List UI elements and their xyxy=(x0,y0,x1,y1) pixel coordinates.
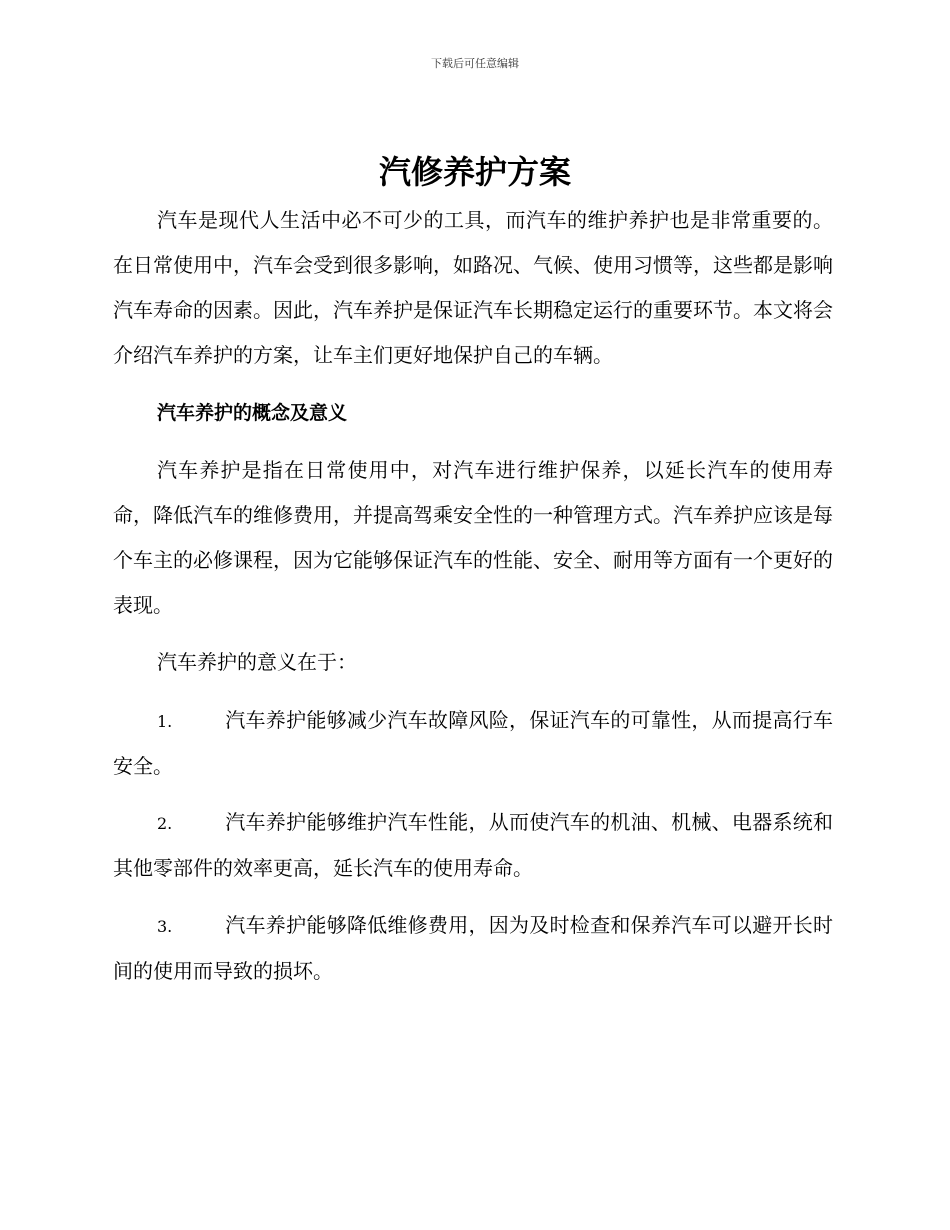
header-note: 下载后可任意编辑 xyxy=(431,57,519,70)
list-item-number: 3. xyxy=(157,917,173,936)
definition-block xyxy=(113,448,833,628)
list-item-number: 2. xyxy=(157,814,173,833)
section-heading: 汽车养护的概念及意义 xyxy=(157,402,348,424)
page-title: 汽修养护方案 xyxy=(378,153,571,191)
list-item xyxy=(113,698,833,789)
definition-paragraph: 汽车养护是指在日常使用中，对汽车进行维护保养，以延长汽车的使用寿命，降低汽车的维修费用，并提高驾乘安全性的一种管理方式。汽车养护应该是每个车主的必修课程，因为它能够保证汽车的性能、安全、耐用等方面有一个更好的表现。 xyxy=(113,458,833,617)
section-heading-block xyxy=(113,391,833,436)
list-item-text: 汽车养护能够降低维修费用，因为及时检查和保养汽车可以避开长时间的使用而导致的损坏。 xyxy=(113,913,833,983)
list-item-text: 汽车养护能够维护汽车性能，从而使汽车的机油、机械、电器系统和其他零部件的效率更高，延长汽车的使用寿命。 xyxy=(113,810,833,880)
intro-block xyxy=(113,198,833,378)
intro-paragraph: 汽车是现代人生活中必不可少的工具，而汽车的维护养护也是非常重要的。在日常使用中，汽车会受到很多影响，如路况、气候、使用习惯等，这些都是影响汽车寿命的因素。因此，汽车养护是保证汽车长期稳定运行的重要环节。本文将会介绍汽车养护的方案，让车主们更好地保护自己的车辆。 xyxy=(113,208,833,367)
list-item xyxy=(113,903,833,994)
list-item-text: 汽车养护能够减少汽车故障风险，保证汽车的可靠性，从而提高行车安全。 xyxy=(113,708,833,778)
significance-lead-block xyxy=(113,640,833,685)
list-item xyxy=(113,800,833,891)
list-item-number: 1. xyxy=(157,712,173,731)
significance-lead: 汽车养护的意义在于： xyxy=(157,650,357,674)
